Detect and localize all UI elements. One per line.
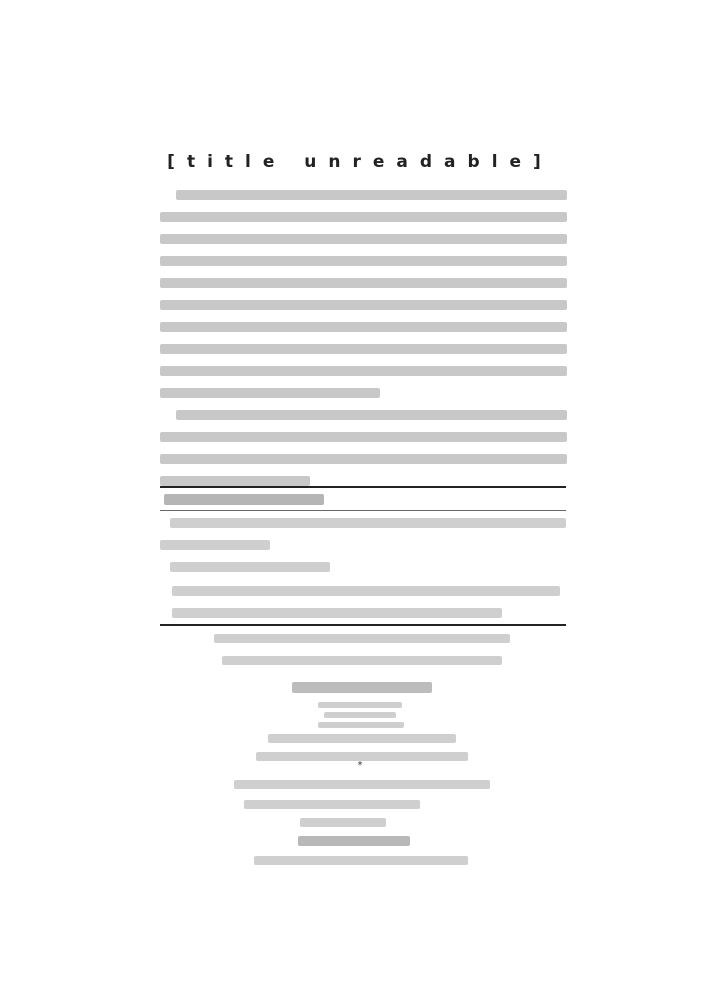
page-title: [title unreadable]	[167, 152, 553, 172]
cip-bottom-rule	[160, 624, 566, 626]
cip-heading	[164, 494, 324, 505]
cip-heading-rule	[160, 510, 566, 511]
cip-top-rule	[160, 486, 566, 488]
colophon-separator: *	[357, 760, 363, 771]
